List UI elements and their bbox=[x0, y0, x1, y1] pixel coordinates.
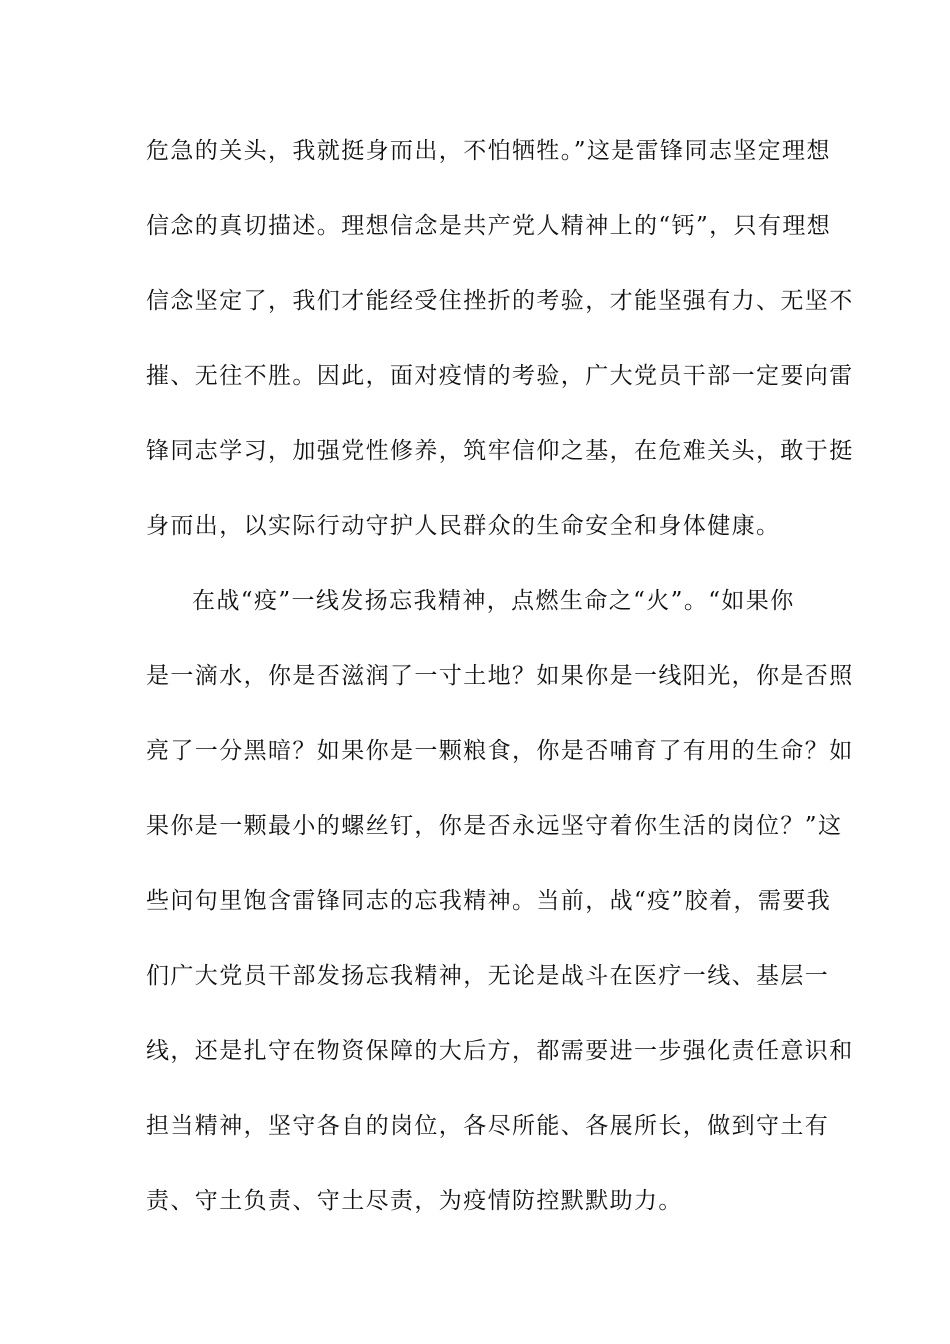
text-line: 摧、无往不胜。因此，面对疫情的考验，广大党员干部一定要向雷 bbox=[146, 363, 854, 389]
text-line: 危急的关头，我就挺身而出，不怕牺牲。”这是雷锋同志坚定理想 bbox=[146, 138, 831, 164]
text-line: 信念的真切描述。理想信念是共产党人精神上的“钙”，只有理想 bbox=[146, 213, 832, 239]
document-body bbox=[146, 128, 854, 1253]
text-line: 是一滴水，你是否滋润了一寸土地？如果你是一线阳光，你是否照 bbox=[146, 663, 854, 689]
text-line: 信念坚定了，我们才能经受住挫折的考验，才能坚强有力、无坚不 bbox=[146, 288, 854, 314]
text-line: 责、守土负责、守土尽责，为疫情防控默默助力。 bbox=[146, 1188, 683, 1214]
text-line: 身而出，以实际行动守护人民群众的生命安全和身体健康。 bbox=[146, 513, 781, 539]
text-line: 线，还是扎守在物资保障的大后方，都需要进一步强化责任意识和 bbox=[146, 1038, 854, 1064]
text-line: 果你是一颗最小的螺丝钉，你是否永远坚守着你生活的岗位？”这 bbox=[146, 813, 843, 839]
text-line: 锋同志学习，加强党性修养，筑牢信仰之基，在危难关头，敢于挺 bbox=[146, 438, 854, 464]
text-line: 们广大党员干部发扬忘我精神，无论是战斗在医疗一线、基层一 bbox=[146, 963, 830, 989]
text-line: 担当精神，坚守各自的岗位，各尽所能、各展所长，做到守土有 bbox=[146, 1113, 830, 1139]
text-line: 亮了一分黑暗？如果你是一颗粮食，你是否哺育了有用的生命？如 bbox=[146, 738, 854, 764]
text-line: 些问句里饱含雷锋同志的忘我精神。当前，战“疫”胶着，需要我 bbox=[146, 888, 832, 914]
paragraph-first-line: 在战“疫”一线发扬忘我精神，点燃生命之“火”。“如果你 bbox=[192, 588, 795, 614]
